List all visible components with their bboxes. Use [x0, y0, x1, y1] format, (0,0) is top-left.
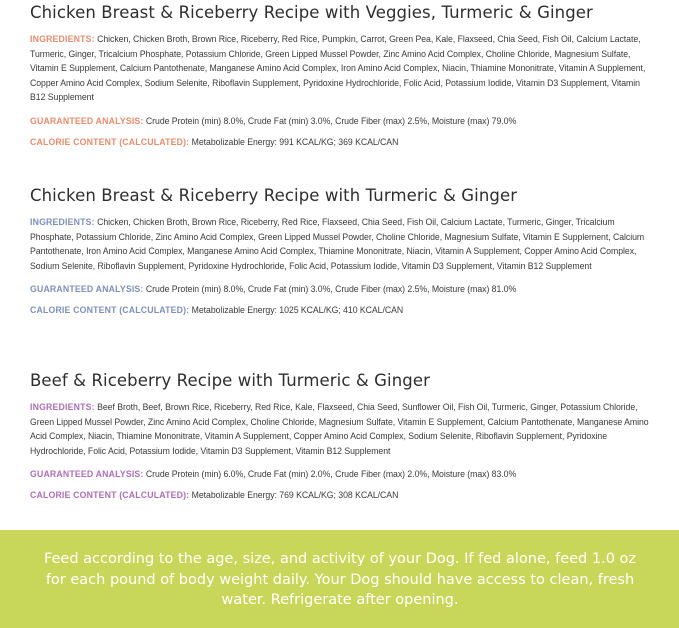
analysis-label: GUARANTEED ANALYSIS: [30, 468, 144, 480]
recipe-1-guaranteed-analysis [30, 114, 655, 129]
calorie-label: CALORIE CONTENT (CALCULATED): [30, 135, 190, 147]
recipe-3-title: Beef & Riceberry Recipe with Turmeric & Ginger [30, 371, 431, 390]
recipe-1 [30, 3, 655, 149]
feeding-instructions-text: Feed according to the age, size, and activity of your Dog. If fed alone, feed 1.0 oz for each pound of body weight daily. Your Dog should have access to clean, fresh water. Refrigerate after opening. [43, 551, 637, 608]
calorie-text: Metabolizable Energy: 1025 KCAL/KG; 410 KCAL/CAN [189, 303, 404, 315]
calorie-label: CALORIE CONTENT (CALCULATED): [30, 303, 190, 315]
ingredients-label: INGREDIENTS: [30, 401, 95, 412]
recipe-2-title: Chicken Breast & Riceberry Recipe with Turmeric & Ginger [30, 186, 518, 205]
recipe-1-title: Chicken Breast & Riceberry Recipe with Veggies, Turmeric & Ginger [30, 3, 593, 22]
recipe-1-calorie-content [30, 135, 655, 150]
recipe-2-ingredients [30, 215, 655, 273]
recipe-3-ingredients [30, 400, 655, 458]
analysis-label: GUARANTEED ANALYSIS: [30, 114, 144, 126]
ingredients-label: INGREDIENTS: [30, 33, 95, 44]
calorie-text: Metabolizable Energy: 991 KCAL/KG; 369 KCAL/CAN [189, 135, 399, 147]
ingredients-text: Chicken, Chicken Broth, Brown Rice, Riceberry, Red Rice, Flaxseed, Chia Seed, Fish Oil, Calcium Lactate, Turmeric, Ginger, Tricalcium Phosphate, Potassium Chloride, Zinc Amino Acid Complex, Green Lipped Mussel Powder, Choline Chloride, Magnesium Sulfate, Vitamin E Supplement, Calcium Pantothenate, Iron Amino Acid Complex, Manganese Amino Acid Complex, Thiamine Mononitrate, Niacin, Vitamin A Supplement, Copper Amino Acid Complex, Sodium Selenite, Riboflavin Supplement, Pyridoxine Hydrochloride, Folic Acid, Potassium Iodide, Vitamin D3 Supplement, Vitamin B12 Supplement [30, 216, 645, 271]
recipe-2-guaranteed-analysis [30, 282, 655, 297]
analysis-text: Crude Protein (min) 6.0%, Crude Fat (min) 2.0%, Crude Fiber (max) 2.0%, Moisture (max) 83.0% [143, 468, 517, 480]
ingredients-text: Beef Broth, Beef, Brown Rice, Riceberry, Red Rice, Kale, Flaxseed, Chia Seed, Sunflower Oil, Fish Oil, Turmeric, Ginger, Potassium Chloride, Green Lipped Mussel Powder, Zinc Amino Acid Complex, Choline Chloride, Magnesium Sulfate, Vitamin E Supplement, Calcium Pantothenate, Manganese Amino Acid Complex, Niacin, Thiamine Mononitrate, Vitamin A Supplement, Copper Amino Acid Complex, Sodium Selenite, Riboflavin Supplement, Pyridoxine Hydrochloride, Folic Acid, Potassium Iodide, Vitamin D3 Supplement, Vitamin B12 Supplement [30, 401, 649, 456]
recipe-2-calorie-content [30, 303, 655, 318]
ingredients-label: INGREDIENTS: [30, 216, 95, 227]
analysis-label: GUARANTEED ANALYSIS: [30, 283, 144, 295]
recipe-2 [30, 186, 655, 318]
recipe-1-ingredients [30, 32, 655, 105]
ingredients-text: Chicken, Chicken Broth, Brown Rice, Riceberry, Red Rice, Pumpkin, Carrot, Green Pea, Kale, Flaxseed, Chia Seed, Fish Oil, Calcium Lactate, Turmeric, Ginger, Tricalcium Phosphate, Potassium Chloride, Green Lipped Mussel Powder, Zinc Amino Acid Complex, Choline Chloride, Magnesium Sulfate, Vitamin E Supplement, Calcium Pantothenate, Manganese Amino Acid Complex, Iron Amino Acid Complex, Niacin, Thiamine Mononitrate, Vitamin A Supplement, Copper Amino Acid Complex, Sodium Selenite, Riboflavin Supplement, Pyridoxine Hydrochloride, Folic Acid, Potassium Iodide, Vitamin D3 Supplement, Vitamin B12 Supplement [30, 33, 646, 103]
feeding-instructions-banner [0, 530, 679, 628]
calorie-label: CALORIE CONTENT (CALCULATED): [30, 488, 190, 500]
analysis-text: Crude Protein (min) 8.0%, Crude Fat (min) 3.0%, Crude Fiber (max) 2.5%, Moisture (max) 81.0% [143, 283, 517, 295]
recipe-3-calorie-content [30, 488, 655, 503]
recipe-3 [30, 371, 655, 503]
analysis-text: Crude Protein (min) 8.0%, Crude Fat (min) 3.0%, Crude Fiber (max) 2.5%, Moisture (max) 79.0% [143, 114, 517, 126]
recipe-3-guaranteed-analysis [30, 467, 655, 482]
calorie-text: Metabolizable Energy: 769 KCAL/KG; 308 KCAL/CAN [189, 488, 399, 500]
